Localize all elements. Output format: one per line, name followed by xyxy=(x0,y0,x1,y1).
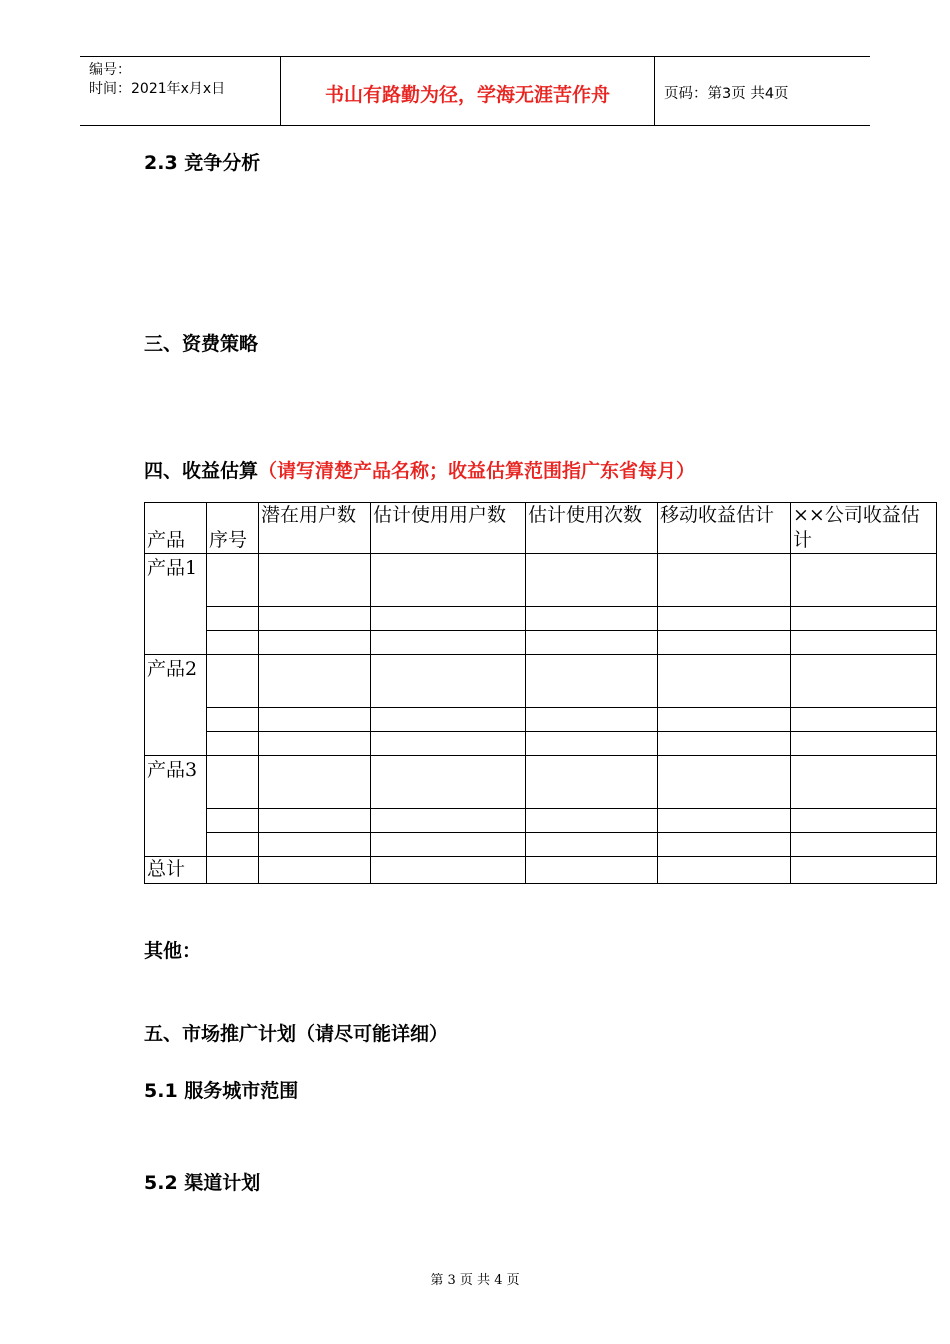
header-cell: 序号 xyxy=(207,503,259,554)
table-cell xyxy=(371,732,526,756)
table-cell xyxy=(658,833,791,857)
heading-4-note: （请写清楚产品名称；收益估算范围指广东省每月） xyxy=(258,460,696,482)
table-cell xyxy=(259,756,371,809)
table-cell xyxy=(658,732,791,756)
header-cell: 估计使用次数 xyxy=(526,503,658,554)
page-header xyxy=(80,56,870,126)
table-cell xyxy=(259,857,371,884)
table-cell xyxy=(658,708,791,732)
heading-4-title: 四、收益估算 xyxy=(144,460,259,482)
table-cell xyxy=(658,631,791,655)
page-footer: 第 3 页 共 4 页 xyxy=(430,1273,520,1288)
table-cell xyxy=(526,732,658,756)
table-cell xyxy=(526,708,658,732)
table-cell xyxy=(259,655,371,708)
table-cell xyxy=(207,857,259,884)
table-row xyxy=(145,554,937,607)
table-row xyxy=(145,732,937,756)
table-row xyxy=(145,756,937,809)
table-cell xyxy=(371,809,526,833)
heading-5-2: 5.2 渠道计划 xyxy=(144,1172,261,1194)
table-cell xyxy=(658,655,791,708)
table-cell xyxy=(207,554,259,607)
header-cell: 移动收益估计 xyxy=(658,503,791,554)
table-cell xyxy=(526,857,658,884)
table-cell xyxy=(259,732,371,756)
header-cell: ××公司收益估计 xyxy=(791,503,937,554)
heading-3: 三、资费策略 xyxy=(144,333,259,355)
table-cell xyxy=(259,833,371,857)
table-cell xyxy=(526,655,658,708)
table-cell xyxy=(259,708,371,732)
product-cell: 产品2 xyxy=(145,655,207,756)
total-label-cell: 总计 xyxy=(145,857,207,884)
table-cell xyxy=(658,607,791,631)
heading-4 xyxy=(144,456,695,483)
product-cell: 产品1 xyxy=(145,554,207,655)
table-cell xyxy=(658,756,791,809)
table-cell xyxy=(207,655,259,708)
header-cell: 估计使用用户数 xyxy=(371,503,526,554)
table-cell xyxy=(207,631,259,655)
table-cell xyxy=(658,809,791,833)
header-cell: 潜在用户数 xyxy=(259,503,371,554)
table-cell xyxy=(259,554,371,607)
table-row xyxy=(145,809,937,833)
table-cell xyxy=(207,809,259,833)
table-row xyxy=(145,833,937,857)
table-cell xyxy=(526,554,658,607)
heading-5-1: 5.1 服务城市范围 xyxy=(144,1080,299,1102)
table-cell xyxy=(791,857,937,884)
table-cell xyxy=(658,554,791,607)
date-label: 时间：2021年x月x日 xyxy=(89,81,226,97)
table-cell xyxy=(791,554,937,607)
table-cell xyxy=(658,857,791,884)
table-row xyxy=(145,607,937,631)
table-cell xyxy=(791,607,937,631)
header-motto: 书山有路勤为径，学海无涯苦作舟 xyxy=(281,57,655,125)
table-cell xyxy=(791,833,937,857)
table-cell xyxy=(791,655,937,708)
table-cell xyxy=(207,708,259,732)
number-label: 编号： xyxy=(89,62,131,78)
table-row xyxy=(145,631,937,655)
heading-5: 五、市场推广计划（请尽可能详细） xyxy=(144,1023,449,1045)
table-cell xyxy=(791,708,937,732)
product-cell: 产品3 xyxy=(145,756,207,857)
table-cell xyxy=(526,631,658,655)
heading-other: 其他： xyxy=(144,940,202,962)
table-cell xyxy=(371,756,526,809)
table-cell xyxy=(371,857,526,884)
table-total-row xyxy=(145,857,937,884)
table-cell xyxy=(259,631,371,655)
table-cell xyxy=(371,607,526,631)
table-cell xyxy=(371,833,526,857)
table-cell xyxy=(371,708,526,732)
table-cell xyxy=(371,554,526,607)
table-cell xyxy=(259,607,371,631)
table-cell xyxy=(791,732,937,756)
table-cell xyxy=(207,607,259,631)
table-cell xyxy=(791,756,937,809)
table-cell xyxy=(526,607,658,631)
table-cell xyxy=(259,809,371,833)
table-row xyxy=(145,708,937,732)
table-cell xyxy=(207,732,259,756)
table-row xyxy=(145,655,937,708)
table-cell xyxy=(207,833,259,857)
header-page-info: 页码：第3页 共4页 xyxy=(664,85,789,102)
header-cell: 产品 xyxy=(145,503,207,554)
table-cell xyxy=(526,809,658,833)
table-cell xyxy=(526,833,658,857)
revenue-table xyxy=(144,502,937,884)
table-cell xyxy=(791,631,937,655)
table-cell xyxy=(371,655,526,708)
heading-2-3: 2.3 竞争分析 xyxy=(144,152,261,174)
table-cell xyxy=(526,756,658,809)
table-cell xyxy=(207,756,259,809)
table-cell xyxy=(791,809,937,833)
table-header-row xyxy=(145,503,937,554)
header-meta xyxy=(80,57,281,125)
table-cell xyxy=(371,631,526,655)
